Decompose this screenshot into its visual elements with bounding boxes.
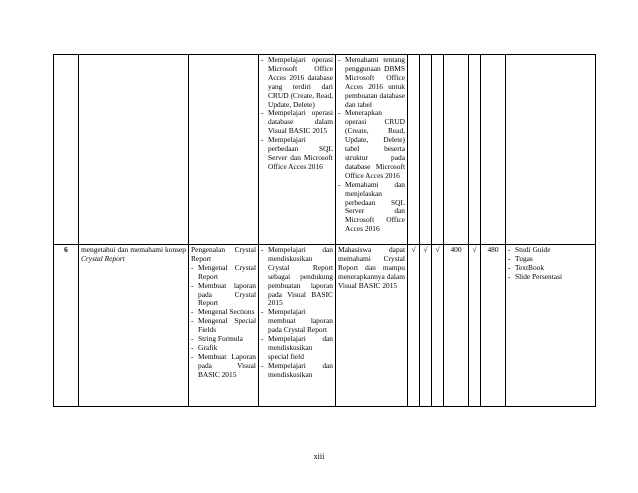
- cell-empty: [432, 55, 444, 245]
- list-item: - Memahami dan menjelaskan perbedaan SQL Server dan Microsoft Office Acces 2016: [338, 181, 405, 234]
- learning-objective: [79, 245, 189, 407]
- media-list: [508, 246, 593, 282]
- minutes-value: 480: [481, 245, 506, 407]
- cell-kemampuan: [336, 55, 408, 245]
- objective-italic: Crystal Report: [81, 253, 125, 263]
- list-item: - Mempelajari dan mendiskusikan special field: [261, 335, 333, 362]
- topic-title: Pengenalan Crystal Report: [191, 245, 256, 263]
- cell-empty: [444, 55, 469, 245]
- list-item: - Menerapkan operasi CRUD (Create, Read, Update, Delete) tabel beserta struktur pada database Microsoft Office Acces 2016: [338, 109, 405, 180]
- cell-materi: [259, 55, 336, 245]
- cell-empty: [79, 55, 189, 245]
- topic-list: [191, 264, 256, 380]
- cell-empty: [408, 55, 420, 245]
- list-item: - Mempelajari perbedaan SQL Server dan Microsoft Office Acces 2016: [261, 136, 333, 172]
- check-mark: √: [432, 245, 444, 407]
- cell-empty: [420, 55, 432, 245]
- check-mark: √: [469, 245, 481, 407]
- list-item: - Mempelajari operasi database dalam Visual BASIC 2015: [261, 109, 333, 136]
- cell-empty: [469, 55, 481, 245]
- list-item: - Mengenal Special Fields: [191, 317, 256, 335]
- list-item: - Mempelajari membuat laporan pada Crystal Report: [261, 308, 333, 335]
- check-mark: √: [420, 245, 432, 407]
- row-number: 6: [54, 245, 79, 407]
- materi-list: [261, 56, 333, 172]
- minutes-value: 400: [444, 245, 469, 407]
- list-item: - Memahami tentang penggunaan DBMS Microsoft Office Acces 2016 untuk pembuatan database dan tabel: [338, 56, 405, 109]
- list-item: - Studi Guide: [508, 246, 593, 255]
- cell-topic: [189, 245, 259, 407]
- list-item: - Mempelajari operasi Microsoft Office Acces 2016 database yang terdiri dari CRUD (Create, Read, Update, Delete): [261, 56, 333, 109]
- cell-media: [506, 245, 596, 407]
- list-item: - Mempelajari dan mendiskusikan: [261, 362, 333, 380]
- activity-list: [261, 246, 333, 380]
- list-item: - String Formula: [191, 335, 256, 344]
- cell-empty: [54, 55, 79, 245]
- check-mark: √: [408, 245, 420, 407]
- list-item: - Mengenal Sections: [191, 308, 256, 317]
- page-number: xiii: [313, 452, 325, 461]
- cell-empty: [189, 55, 259, 245]
- objective-text: mengetahui dan memahami konsep: [81, 245, 186, 254]
- list-item: - Mempelajari dan mendiskusikan Crystal Report sebagai pendukung pembuatan laporan pada Visual BASIC 2015: [261, 246, 333, 308]
- kemampuan-list: [338, 56, 405, 234]
- cell-empty: [481, 55, 506, 245]
- list-item: - Membuat laporan pada Crystal Report: [191, 282, 256, 309]
- list-item: - Grafik: [191, 344, 256, 353]
- list-item: - Mengenal Crystal Report: [191, 264, 256, 282]
- table-row-previous: [54, 55, 596, 245]
- table-row-6: [54, 245, 596, 407]
- list-item: - Tugas: [508, 255, 593, 264]
- list-item: - TextBook: [508, 264, 593, 273]
- course-plan-table: [53, 54, 596, 407]
- list-item: - Membuat Laporan pada Visual BASIC 2015: [191, 353, 256, 380]
- learning-outcome: Mahasiswa dapat memahami Crystal Report dan mampu menerapkannya dalam Visual BASIC 2015: [336, 245, 408, 407]
- list-item: - Slide Persentasi: [508, 273, 593, 282]
- cell-activity: [259, 245, 336, 407]
- cell-empty: [506, 55, 596, 245]
